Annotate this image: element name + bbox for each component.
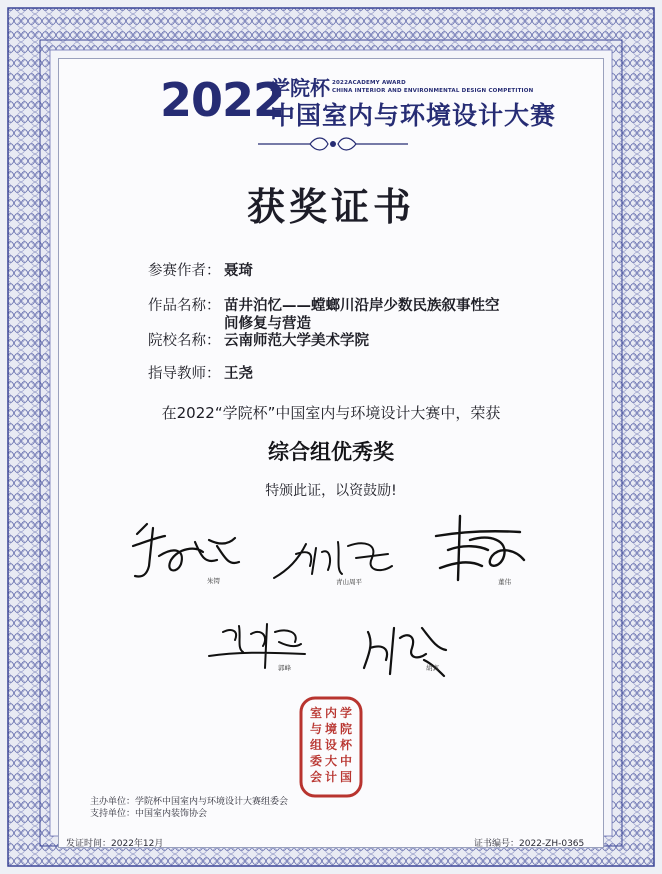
closing-text: 特颁此证，以资鼓励! <box>265 483 397 499</box>
english-line-1: 2022ACADEMY AWARD <box>332 80 406 86</box>
signature-2-name: 青山周平 <box>336 578 362 586</box>
svg-text:会: 会 <box>309 770 323 784</box>
svg-text:中: 中 <box>339 754 353 768</box>
school-label: 院校名称： <box>148 333 221 349</box>
author-value: 聂琦 <box>224 263 253 279</box>
competition-name: 中国室内与环境设计大赛 <box>270 101 557 130</box>
svg-text:与: 与 <box>309 722 323 736</box>
ornament-divider-icon <box>258 136 408 152</box>
svg-text:院: 院 <box>339 722 353 736</box>
competition-year: 2022 <box>160 73 285 127</box>
certificate-number-line <box>474 838 584 850</box>
school-value: 云南师范大学美术学院 <box>224 333 369 349</box>
svg-text:杯: 杯 <box>339 738 353 752</box>
supporter-label: 支持单位： <box>90 809 136 819</box>
organizer-label: 主办单位： <box>90 797 136 807</box>
issue-date-line <box>66 838 163 850</box>
teacher-value: 王尧 <box>224 366 253 382</box>
organizer-line <box>90 796 288 808</box>
svg-text:委: 委 <box>309 754 323 768</box>
svg-text:室: 室 <box>309 706 323 720</box>
academy-cup-title: 学院杯 <box>270 76 330 100</box>
organizer-seal-icon <box>298 695 364 799</box>
work-value-line-1: 苗井泊忆——螳螂川沿岸少数民族叙事性空 <box>224 298 500 314</box>
english-subtitle <box>332 79 534 95</box>
issue-date-value: 2022年12月 <box>111 839 164 849</box>
english-line-2: CHINA INTERIOR AND ENVIRONMENTAL DESIGN COMPETITION <box>332 88 534 94</box>
certificate-title: 获奖证书 <box>246 185 415 229</box>
signature-3-icon <box>430 510 530 586</box>
svg-text:大: 大 <box>324 754 338 768</box>
supporter-line <box>90 808 207 820</box>
award-name: 综合组优秀奖 <box>268 440 394 464</box>
signature-1-name: 朱锷 <box>207 577 220 585</box>
signature-3-name: 董伟 <box>498 578 511 586</box>
signature-2-icon <box>268 530 398 586</box>
signature-4-name: 郭峰 <box>278 664 291 672</box>
teacher-label: 指导教师： <box>148 366 221 382</box>
svg-text:国: 国 <box>339 770 353 784</box>
organizer-value: 学院杯中国室内与环境设计大赛组委会 <box>135 797 289 807</box>
work-label: 作品名称： <box>148 298 221 314</box>
issue-date-label: 发证时间： <box>66 839 112 849</box>
svg-text:学: 学 <box>339 706 353 720</box>
svg-text:设: 设 <box>324 738 338 752</box>
work-value-line-2: 间修复与营造 <box>224 316 311 332</box>
award-statement: 在2022“学院杯”中国室内与环境设计大赛中，荣获 <box>161 404 501 422</box>
svg-text:内: 内 <box>324 706 338 720</box>
signature-5-name: 胡宾 <box>426 664 439 672</box>
signature-4-icon <box>205 618 309 674</box>
svg-text:组: 组 <box>309 738 323 752</box>
author-label: 参赛作者： <box>148 263 221 279</box>
svg-text:计: 计 <box>324 770 338 784</box>
svg-text:境: 境 <box>324 722 338 736</box>
certificate-number-value: 2022-ZH-0365 <box>519 839 585 849</box>
supporter-value: 中国室内装饰协会 <box>135 809 208 819</box>
certificate-number-label: 证书编号： <box>474 839 520 849</box>
signature-1-icon <box>125 516 245 586</box>
